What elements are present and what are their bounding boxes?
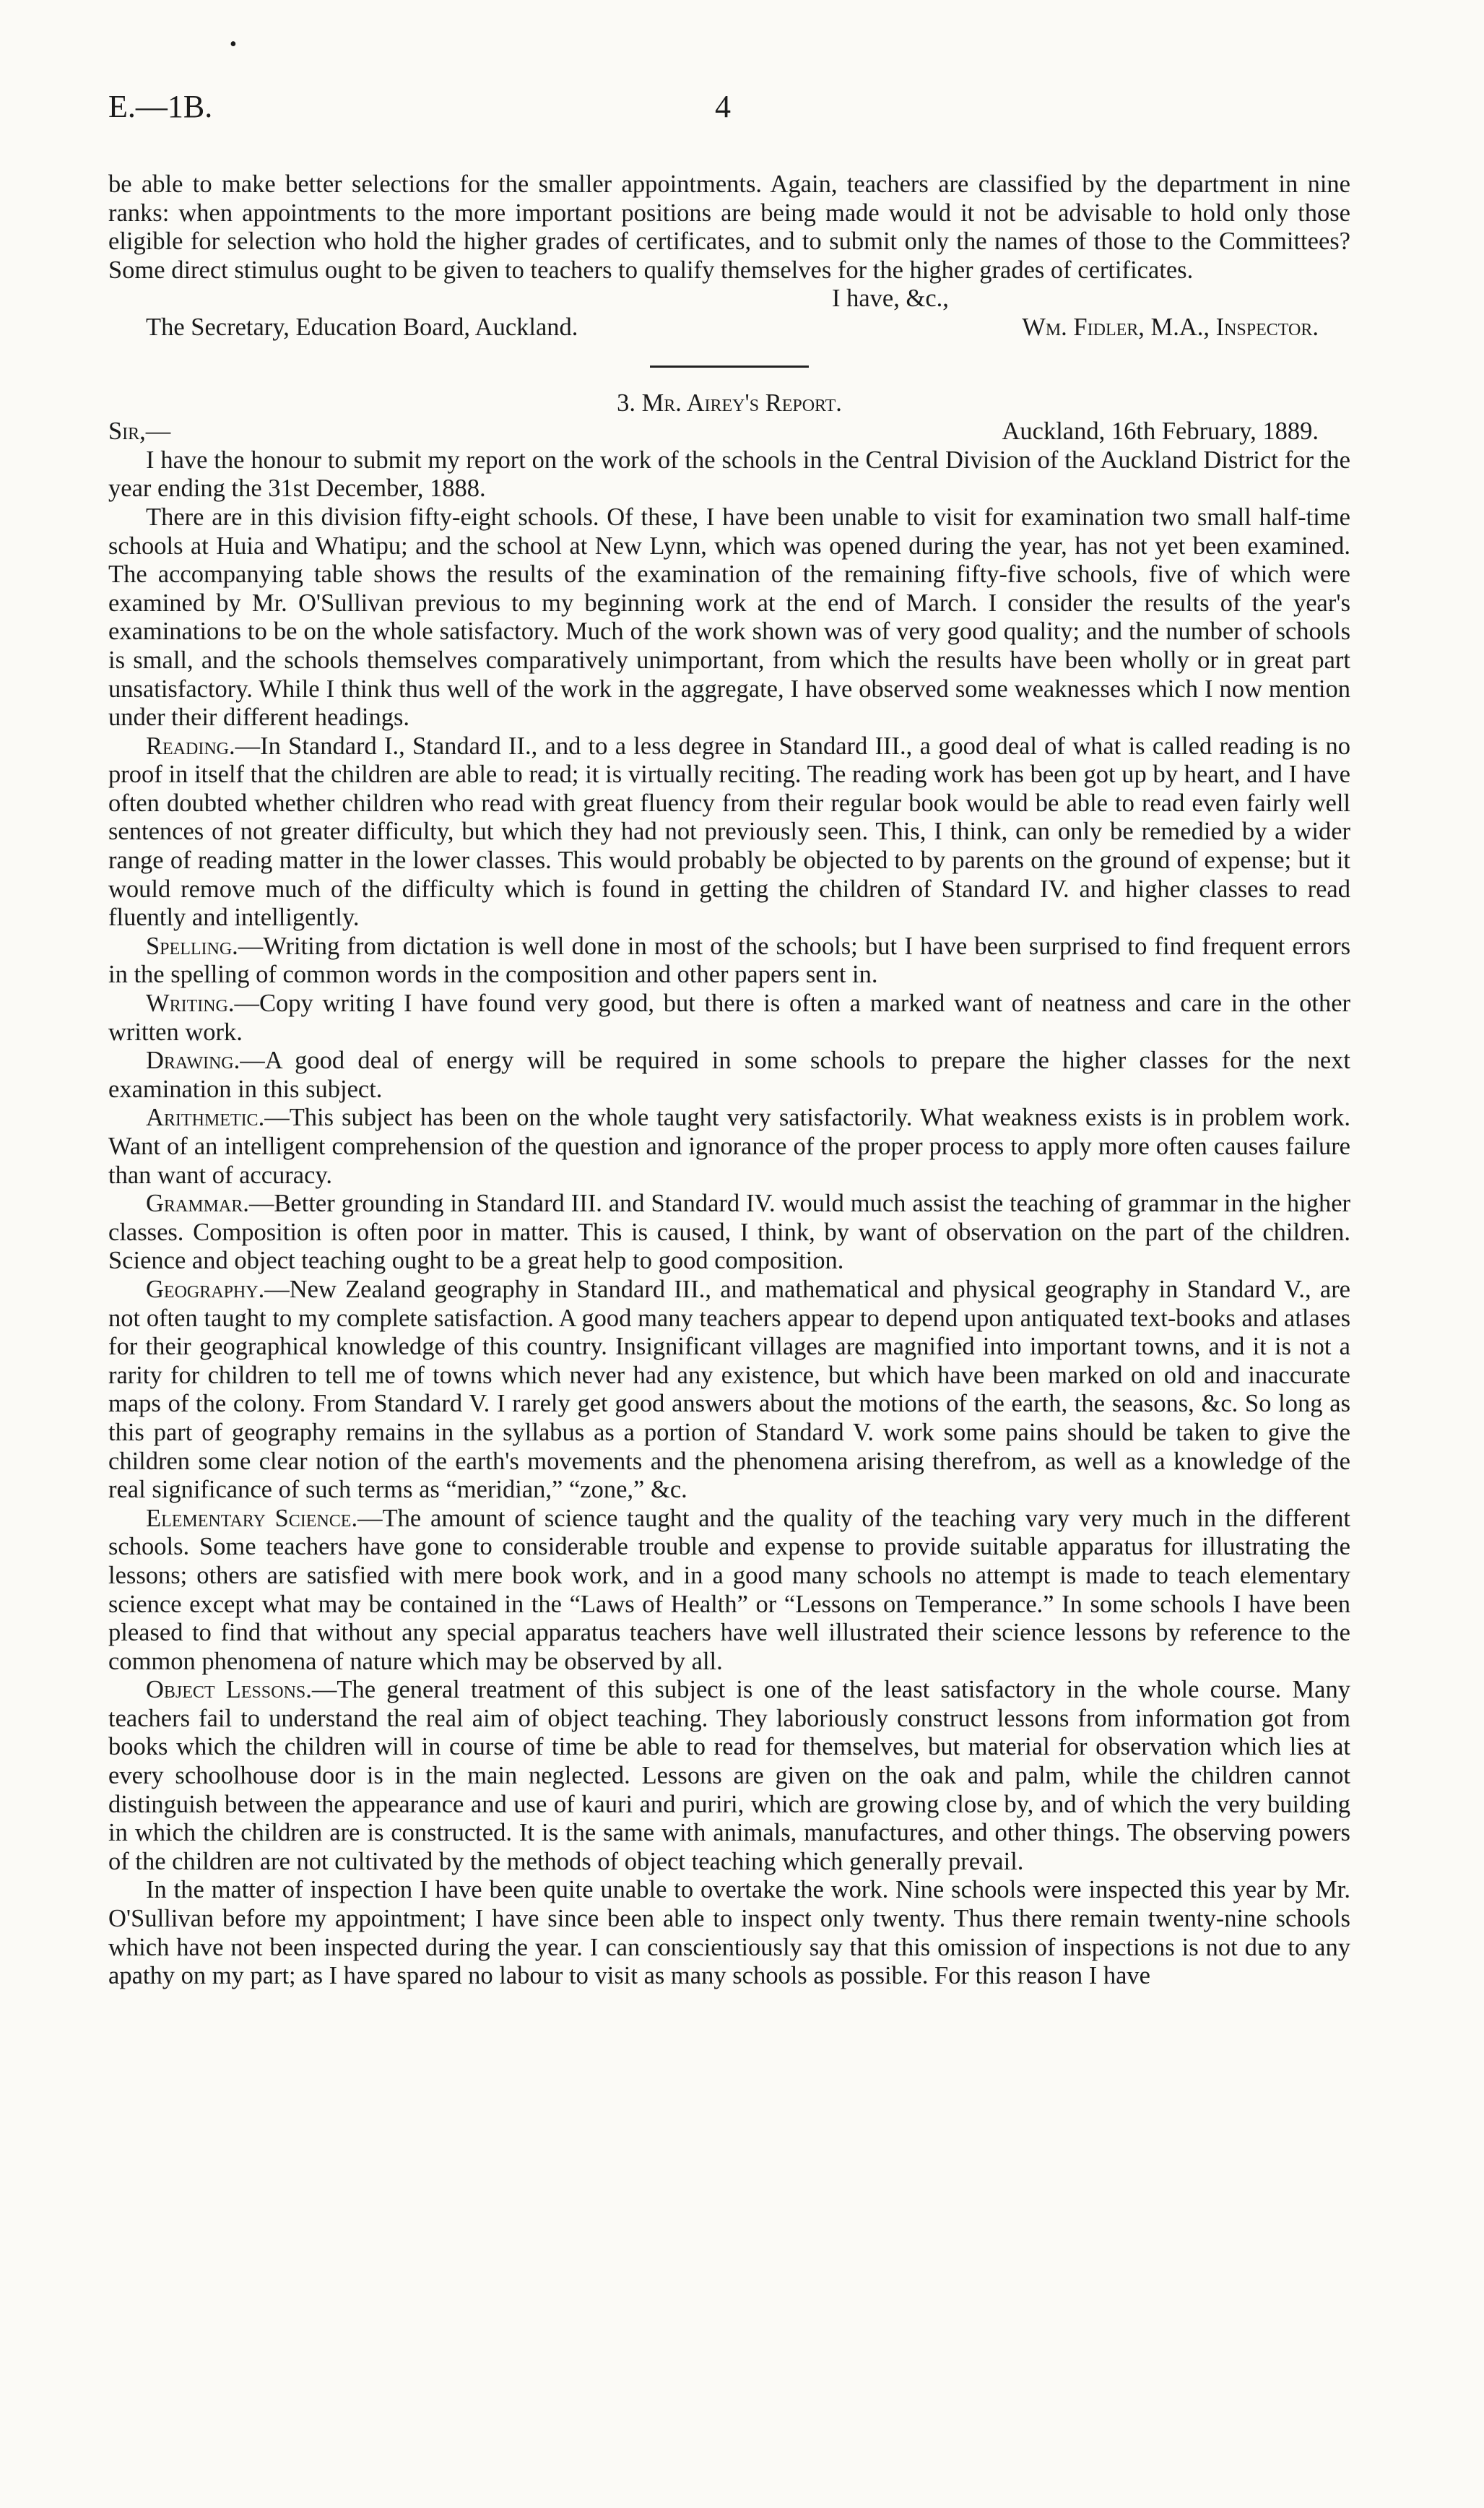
report-paragraph [108, 933, 1350, 990]
report-paragraph [108, 1276, 1350, 1505]
salutation-line [108, 418, 1350, 446]
section-title: 3. Mr. Airey's Report. [617, 389, 842, 417]
report-paragraph [108, 1505, 1350, 1677]
document-body [108, 170, 1350, 1991]
page-number: 4 [715, 89, 731, 124]
paragraph-heading: Object Lessons. [146, 1676, 312, 1704]
report-paragraph [108, 1104, 1350, 1190]
closing-formula: I have, &c., [832, 285, 949, 313]
report-paragraph [108, 1190, 1350, 1276]
paragraph-text: —Better grounding in Standard III. and Standard IV. would much assist the teaching of grammar in the higher classes. Composition is often poor in matter. This is caused, I think, by want of observation on the part of the children. Science and object teaching ought to be a great help to good composition. [108, 1190, 1350, 1275]
place-date: Auckland, 16th February, 1889. [1002, 418, 1319, 446]
paragraph-heading: Elementary Science. [146, 1504, 358, 1532]
margin-dot: • [230, 33, 237, 56]
report-paragraph [108, 990, 1350, 1047]
report-paragraph [108, 1047, 1350, 1104]
report-paragraphs [108, 446, 1350, 1991]
paragraph-heading: Arithmetic. [146, 1104, 265, 1132]
document-reference: E.—1B. [108, 89, 213, 124]
signature: Wm. Fidler, M.A., Inspector. [1022, 313, 1319, 341]
paragraph-heading: Drawing. [146, 1047, 240, 1075]
addressee: The Secretary, Education Board, Auckland. [146, 313, 578, 341]
section-divider [650, 366, 809, 368]
paragraph-text: —Writing from dictation is well done in most of the schools; but I have been surprised to find frequent errors in the spelling of common words in the composition and other papers sent in. [108, 932, 1350, 989]
paragraph-heading: Writing. [146, 990, 235, 1018]
report-paragraph [108, 732, 1350, 933]
paragraph-text: I have the honour to submit my report on the work of the schools in the Central Division of the Auckland District for the year ending the 31st December, 1888. [108, 446, 1350, 503]
report-paragraph [108, 1676, 1350, 1876]
paragraph-text: In the matter of inspection I have been quite unable to overtake the work. Nine schools were inspected this year by Mr. O'Sullivan before my appointment; I have since been able to inspect only twenty. Thus there remain twenty-nine schools which have not been inspected during the year. I can conscientiously say that this omission of inspections is not due to any apathy on my part; as I have spared no labour to visit as many schools as possible. For this reason I have [108, 1876, 1350, 1990]
paragraph-heading: Spelling. [146, 932, 238, 960]
paragraph-heading: Geography. [146, 1275, 265, 1303]
paragraph-heading: Grammar. [146, 1190, 249, 1218]
report-paragraph [108, 503, 1350, 732]
paragraph-text: —The amount of science taught and the quality of the teaching vary very much in the different schools. Some teachers have gone to considerable trouble and expense to provide suitable apparatus for illustrating the lessons; others are satisfied with mere book work, and in a good many schools no attempt is made to teach elementary science except what may be contained in the “Laws of Health” or “Lessons on Temperance.” In some schools I have been pleased to find that without any special apparatus teachers have well illustrated their science lessons by reference to the common phenomena of nature which may be observed by all. [108, 1504, 1350, 1675]
paragraph-text: —New Zealand geography in Standard III., and mathematical and physical geography in Standard V., are not often taught to my complete satisfaction. A good many teachers appear to depend upon antiquated text-books and atlases for their geographical knowledge of this country. Insignificant villages are magnified into important towns, and it is not a rarity for children to tell me of towns which never had any existence, but which have been marked on old and inaccurate maps of the colony. From Standard V. I rarely get good answers about the motions of the earth, the seasons, &c. So long as this part of geography remains in the syllabus as a portion of Standard V. work some pains should be taken to give the children some clear notion of the earth's movements and the phenomena arising therefrom, as well as a knowledge of the real significance of such terms as “meridian,” “zone,” &c. [108, 1275, 1350, 1504]
report-paragraph [108, 446, 1350, 503]
paragraph-text: There are in this division fifty-eight schools. Of these, I have been unable to visit for examination two small half-time schools at Huia and Whatipu; and the school at New Lynn, which was opened during the year, has not yet been examined. The accompanying table shows the results of the examination of the remaining fifty-five schools, five of which were examined by Mr. O'Sullivan previous to my beginning work at the end of March. I consider the results of the year's examinations to be on the whole satisfactory. Much of the work shown was of very good quality; and the number of schools is small, and the schools themselves comparatively unimportant, from which the results have been wholly or in great part unsatisfactory. While I think thus well of the work in the aggregate, I have observed some weaknesses which I now mention under their different headings. [108, 503, 1350, 732]
opening-paragraph: be able to make better selections for the smaller appointments. Again, teachers are classified by the department in nine ranks: when appointments to the more important positions are being made would it not be advisable to hold only those eligible for selection who hold the higher grades of certificates, and to submit only the names of those to the Committees? Some direct stimulus ought to be given to teachers to qualify themselves for the higher grades of certificates. [108, 170, 1350, 284]
paragraph-text: —A good deal of energy will be required in some schools to prepare the higher classes for the next examination in this subject. [108, 1047, 1350, 1103]
report-paragraph [108, 1876, 1350, 1990]
page-header [108, 89, 1350, 136]
paragraph-text: —In Standard I., Standard II., and to a less degree in Standard III., a good deal of what is called reading is no proof in itself that the children are able to read; it is virtually reciting. The reading work has been got up by heart, and I have often doubted whether children who read with great fluency from their regular book would be able to read even fairly well sentences of not greater difficulty, but which they had not previously seen. This, I think, can only be remedied by a wider range of reading matter in the lower classes. This would probably be objected to by parents on the ground of expense; but it would remove much of the difficulty which is found in getting the children of Standard IV. and higher classes to read fluently and intelligently. [108, 732, 1350, 932]
paragraph-text: —Copy writing I have found very good, but there is often a marked want of neatness and care in the other written work. [108, 990, 1350, 1046]
signature-line [108, 314, 1350, 342]
salutation: Sir,— [108, 418, 171, 446]
paragraph-text: —The general treatment of this subject is one of the least satisfactory in the whole course. Many teachers fail to understand the real aim of object teaching. They laboriously construct lessons from information got from books which the children will in course of time be able to read for themselves, but material for observation which lies at every schoolhouse door is in the main neglected. Lessons are given on the oak and palm, while the children cannot distinguish between the appearance and use of kauri and puriri, which are growing close by, and of which the very building in which the children are is constructed. It is the same with animals, manufactures, and other things. The observing powers of the children are not cultivated by the methods of object teaching which generally prevail. [108, 1676, 1350, 1875]
paragraph-text: —This subject has been on the whole taught very satisfactorily. What weakness exists is in problem work. Want of an intelligent comprehension of the question and ignorance of the proper process to apply more often causes failure than want of accuracy. [108, 1104, 1350, 1189]
paragraph-heading: Reading. [146, 732, 235, 760]
